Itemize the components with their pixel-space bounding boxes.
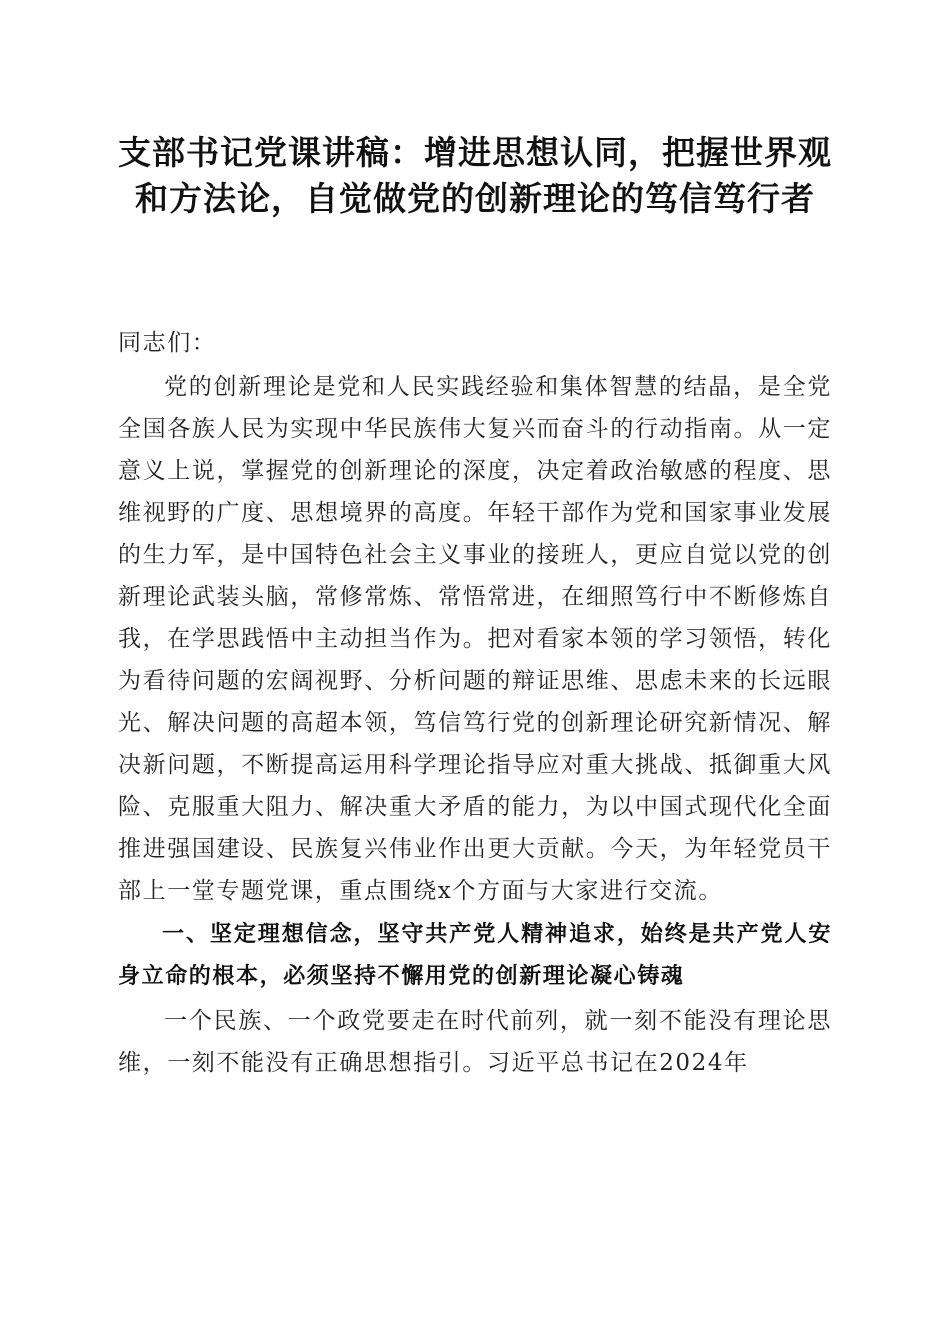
salutation: 同志们： — [118, 330, 217, 356]
section-heading: 一、坚定理想信念，坚守共产党人精神追求，始终是共产党人安身立命的根本，必须坚持不懈用党的创新理论凝心铸魂 — [118, 922, 832, 989]
section-paragraph: 一个民族、一个政党要走在时代前列，就一刻不能没有理论思维，一刻不能没有正确思想指引。习近平总书记在2024年 — [118, 1008, 832, 1076]
document-title: 支部书记党课讲稿：增进思想认同，把握世界观和方法论，自觉做党的创新理论的笃信笃行者 — [118, 133, 832, 218]
intro-paragraph: 党的创新理论是党和人民实践经验和集体智慧的结晶，是全党全国各族人民为实现中华民族伟大复兴而奋斗的行动指南。从一定意义上说，掌握党的创新理论的深度，决定着政治敏感的程度、思维视野的广度、思想境界的高度。年轻干部作为党和国家事业发展的生力军，是中国特色社会主义事业的接班人，更应自觉以党的创新理论武装头脑，常修常炼、常悟常进，在细照笃行中不断修炼自我，在学思践悟中主动担当作为。把对看家本领的学习领悟，转化为看待问题的宏阔视野、分析问题的辩证思维、思虑未来的长远眼光、解决问题的高超本领，笃信笃行党的创新理论研究新情况、解决新问题，不断提高运用科学理论指导应对重大挑战、抵御重大风险、克服重大阻力、解决重大矛盾的能力，为以中国式现代化全面推进强国建设、民族复兴伟业作出更大贡献。今天，为年轻党员干部上一堂专题党课，重点围绕x个方面与大家进行交流。 — [118, 374, 832, 904]
document-body — [118, 322, 832, 1084]
